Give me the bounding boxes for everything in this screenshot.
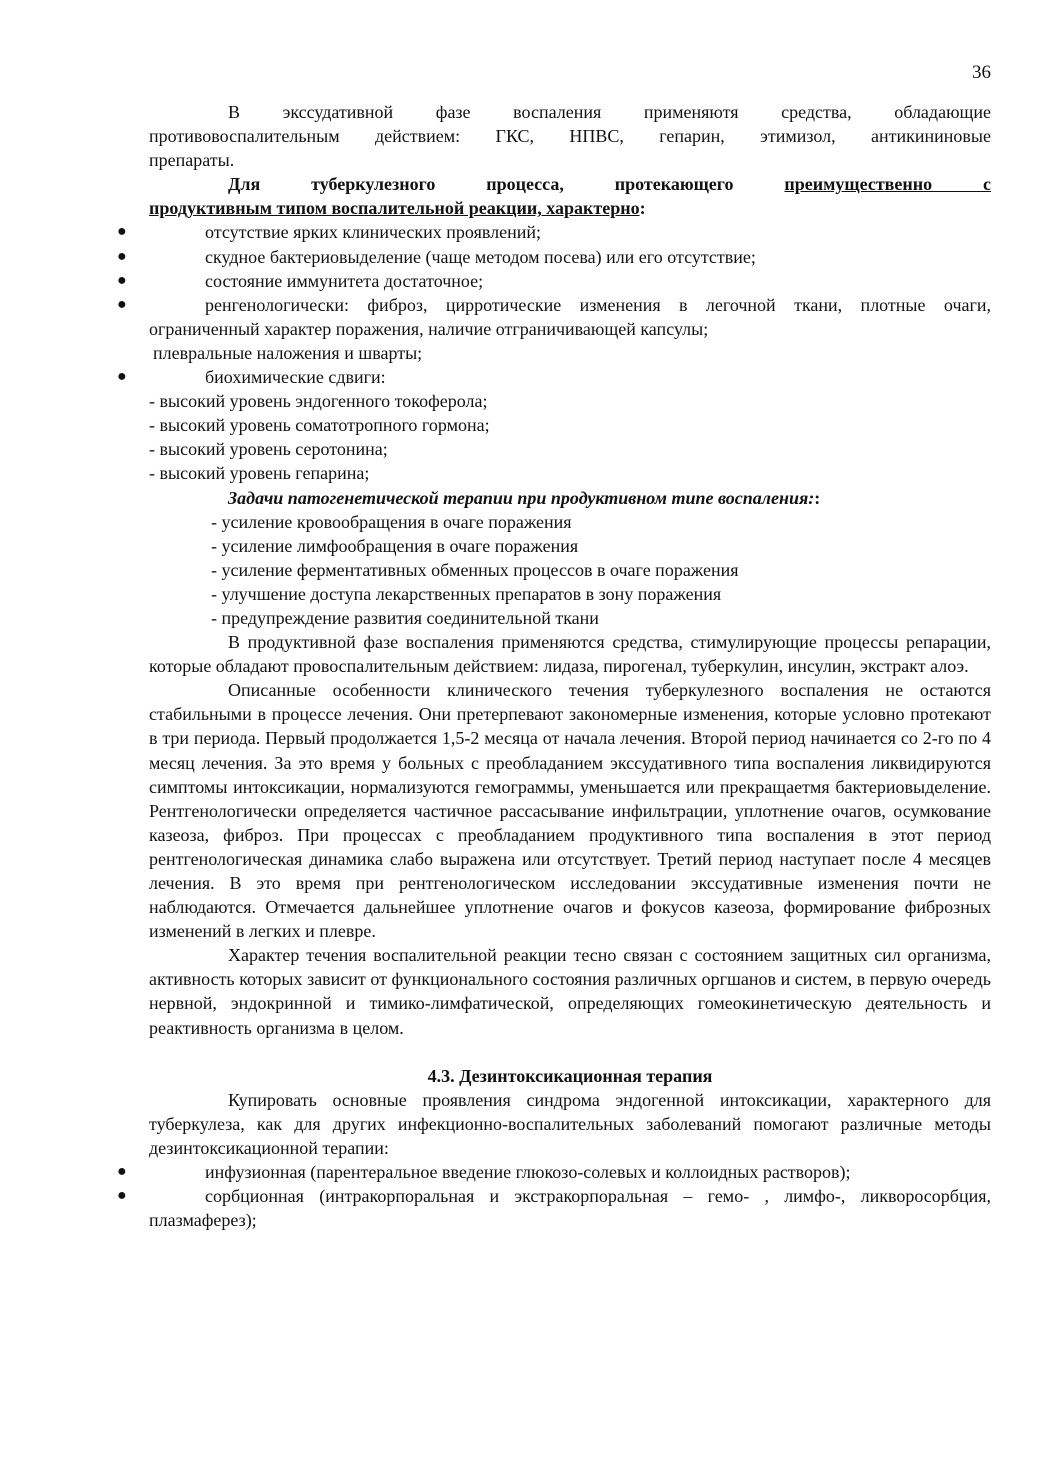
- list-item-text: отсутствие ярких клинических проявлений;: [205, 222, 542, 243]
- paragraph-character: Характер течения воспалительной реакции тесно связан с состоянием защитных сил организма, активность которых зависит от функционального состояния различных оргшанов и систем, в первую очередь нервной, эндокринной и тимико-лимфатической, определяющих гомеокинетическую деятельность и реактивность организма в целом.: [149, 945, 991, 1038]
- task-item: - улучшение доступа лекарственных препаратов в зону поражения: [211, 583, 722, 604]
- page-number: 36: [972, 62, 991, 83]
- paragraph-exudative-line1: В экссудативной фазе воспаления применяютя средства, обладающие: [228, 102, 991, 122]
- list-item-text: инфузионная (парентеральное введение глюкозо-солевых и коллоидных растворов);: [205, 1162, 851, 1183]
- bold-intro-line2: [149, 196, 991, 220]
- paragraph-periods: Описанные особенности клинического течения туберкулезного воспаления не остаются стабильными в процессе лечения. Они претерпевают закономерные изменения, которые условно протекают в три периода. Первый продолжается 1,5-2 месяца от начала лечения. Второй период начинается со 2-го по 4 месяц лечения. За это время у больных с преобладанием экссудативного типа воспаления ликвидируются симптомы интоксикации, нормализуются гемограммы, уменьшается или прекращаетмя бактериовыделение. Рентгенологически определяется частичное рассасывание инфильтрации, уплотнение очагов, осумкование казеоза, фиброз. При процессах с преобладанием продуктивного типа воспаления в этот период рентгенологическая динамика слабо выражена или отсутствует. Третий период наступает после 4 месяцев лечения. В это время при рентгенологическом исследовании экссудативные изменения почти не наблюдаются. Отмечается дальнейшее уплотнение очагов и фокусов казеоза, формирование фиброзных изменений в легких и плевре.: [149, 680, 991, 942]
- bold-intro-underlined-2: продуктивным типом воспалительной реакции, характерно: [149, 198, 640, 219]
- paragraph-exudative-line2: противовоспалительным действием: ГКС, НПВС, гепарин, этимизол, антикининовые: [149, 126, 991, 147]
- biochem-item: - высокий уровень эндогенного токоферола;: [149, 391, 488, 412]
- task-item: - усиление кровообращения в очаге поражения: [211, 511, 572, 532]
- page-content: [117, 100, 991, 1232]
- list-item: [117, 1160, 991, 1184]
- list-item-text: ренгенологически: фиброз, цирротические изменения в легочной ткани, плотные очаги, ограниченный характер поражения, наличие отграничивающей капсулы;: [149, 294, 991, 339]
- bullet-icon: ●: [117, 1163, 127, 1181]
- list-item: [117, 220, 991, 244]
- tasks-title-text: Задачи патогенетической терапии при продуктивном типе воспаления:: [228, 487, 815, 508]
- task-item: - усиление ферментативных обменных процессов в очаге поражения: [211, 559, 739, 580]
- section-heading: 4.3. Дезинтоксикационная терапия: [427, 1065, 713, 1086]
- list-item: [117, 1184, 991, 1232]
- bold-intro-text: Для туберкулезного процесса, протекающего: [228, 174, 785, 195]
- list-item-text: скудное бактериовыделение (чаще методом посева) или его отсутствие;: [205, 246, 756, 267]
- bullet-icon: ●: [117, 247, 127, 265]
- biochem-item: - высокий уровень соматотропного гормона;: [149, 415, 490, 436]
- list-item: [117, 245, 991, 269]
- tasks-title-colon: :: [814, 487, 821, 508]
- bullet-icon: ●: [117, 271, 127, 289]
- paragraph-detox: Купировать основные проявления синдрома эндогенной интоксикации, характерного для туберкулеза, как для других инфекционно-воспалительных заболеваний помогают различные методы дезинтоксикационной терапии:: [149, 1089, 991, 1158]
- list-item: [117, 269, 991, 293]
- bold-intro-underlined: преимущественно с: [784, 174, 991, 195]
- list-item-text: состояние иммунитета достаточное;: [205, 270, 484, 291]
- list-item: [117, 293, 991, 341]
- bold-intro-line1: [149, 172, 991, 196]
- task-item: - усиление лимфообращения в очаге поражения: [211, 535, 579, 556]
- task-item: - предупреждение развития соединительной ткани: [211, 607, 599, 628]
- pleural-line: плевральные наложения и шварты;: [153, 342, 423, 363]
- list-item-text: биохимические сдвиги:: [205, 367, 386, 388]
- list-item: [117, 365, 991, 389]
- paragraph-exudative-line3: препараты.: [149, 150, 235, 171]
- bold-intro-colon: :: [639, 198, 646, 219]
- bullet-icon: ●: [117, 223, 127, 241]
- tasks-title: [149, 486, 991, 510]
- biochem-item: - высокий уровень гепарина;: [149, 463, 370, 484]
- bullet-icon: ●: [117, 368, 127, 386]
- list-item-text: сорбционная (интракорпоральная и экстракорпоральная – гемо- , лимфо-, ликворосорбция, плазмаферез);: [149, 1186, 991, 1231]
- biochem-item: - высокий уровень серотонина;: [149, 439, 388, 460]
- paragraph-productive: В продуктивной фазе воспаления применяются средства, стимулирующие процессы репарации, которые обладают провоспалительным действием: лидаза, пирогенал, туберкулин, инсулин, экстракт алоэ.: [149, 632, 991, 677]
- bullet-icon: ●: [117, 295, 127, 313]
- bullet-icon: ●: [117, 1187, 127, 1205]
